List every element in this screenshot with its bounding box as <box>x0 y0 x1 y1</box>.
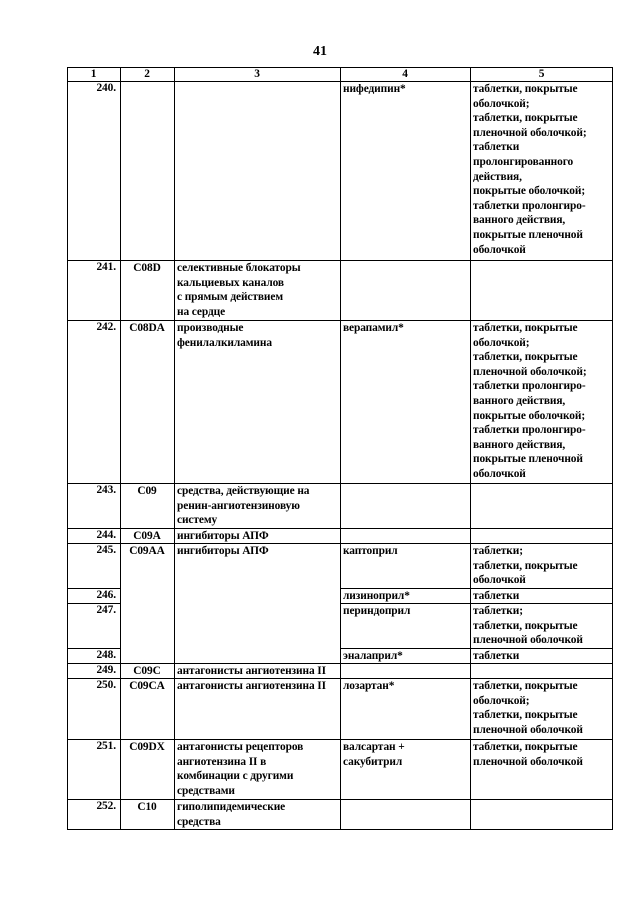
grid-line <box>340 588 613 589</box>
drug-group: антагонисты ангиотензина II <box>177 665 326 677</box>
grid-line <box>67 528 613 529</box>
grid-line <box>67 260 613 261</box>
atc-code: C09CA <box>129 680 165 692</box>
grid-line <box>67 67 613 68</box>
grid-line <box>67 648 120 649</box>
drug-name: периндоприл <box>343 605 411 617</box>
drug-name: эналаприл* <box>343 650 403 662</box>
grid-line <box>612 67 613 830</box>
dosage-forms: таблетки; таблетки, покрытые оболочкой <box>473 545 578 587</box>
row-number: 247. <box>96 604 116 616</box>
drug-name: каптоприл <box>343 545 398 557</box>
row-number: 245. <box>96 544 116 556</box>
grid-line <box>174 67 175 830</box>
grid-line <box>340 648 613 649</box>
dosage-forms: таблетки <box>473 650 520 662</box>
grid-line <box>67 588 120 589</box>
grid-line <box>67 739 613 740</box>
atc-code: C09AA <box>129 545 165 557</box>
grid-line <box>470 67 471 830</box>
drug-group: гиполипидемические средства <box>177 801 286 828</box>
dosage-forms: таблетки, покрытые оболочкой; таблетки, покрытые пленочной оболочкой <box>473 680 583 736</box>
atc-code: C10 <box>137 801 157 813</box>
grid-line <box>67 543 613 544</box>
row-number: 241. <box>96 261 116 273</box>
drug-name: верапамил* <box>343 322 404 334</box>
drug-group: производные фенилалкиламина <box>177 322 272 349</box>
row-number: 249. <box>96 664 116 676</box>
column-header-3: 3 <box>254 68 260 80</box>
grid-line <box>67 483 613 484</box>
dosage-forms: таблетки <box>473 590 520 602</box>
grid-line <box>67 81 613 82</box>
drug-group: антагонисты рецепторов ангиотензина II в комбинации с другими средствами <box>177 741 304 797</box>
drug-name: лизиноприл* <box>343 590 410 602</box>
grid-line <box>120 67 121 830</box>
column-header-5: 5 <box>538 68 545 80</box>
dosage-forms: таблетки, покрытые оболочкой; таблетки, покрытые пленочной оболочкой; таблетки пролонгиро- ванного действия, покрытые оболочкой; таблетки пролонгиро- ванного действия, покрытые пленочной оболочкой <box>473 322 587 480</box>
grid-line <box>340 603 613 604</box>
row-number: 248. <box>96 649 116 661</box>
row-number: 246. <box>96 589 116 601</box>
atc-code: C09 <box>137 485 157 497</box>
row-number: 242. <box>96 321 116 333</box>
dosage-forms: таблетки, покрытые оболочкой; таблетки, покрытые пленочной оболочкой; таблетки пролонгированного действия, покрытые оболочкой; таблетки пролонгиро- ванного действия, покрытые пленочной оболочкой <box>473 83 587 256</box>
column-header-4: 4 <box>402 68 408 80</box>
drug-group: ингибиторы АПФ <box>177 530 269 542</box>
atc-code: C09A <box>133 530 161 542</box>
drug-group: средства, действующие на ренин-ангиотензиновую систему <box>177 485 310 527</box>
drug-group: антагонисты ангиотензина II <box>177 680 326 692</box>
atc-code: C09C <box>133 665 161 677</box>
row-number: 251. <box>96 740 116 752</box>
grid-line <box>67 603 120 604</box>
column-header-1: 1 <box>90 68 97 80</box>
grid-line <box>67 678 613 679</box>
grid-line <box>67 799 613 800</box>
drug-name: лозартан* <box>343 680 395 692</box>
grid-line <box>67 663 613 664</box>
row-number: 252. <box>96 800 116 812</box>
grid-line <box>67 67 68 830</box>
drug-group: селективные блокаторы кальциевых каналов с прямым действием на сердце <box>177 262 301 318</box>
drug-name: нифедипин* <box>343 83 406 95</box>
grid-line <box>67 320 613 321</box>
column-header-2: 2 <box>144 68 150 80</box>
atc-code: C08DA <box>129 322 165 334</box>
row-number: 250. <box>96 679 116 691</box>
grid-line <box>67 829 613 830</box>
atc-code: C09DX <box>129 741 165 753</box>
row-number: 243. <box>96 484 116 496</box>
row-number: 244. <box>96 529 116 541</box>
dosage-forms: таблетки, покрытые пленочной оболочкой <box>473 741 583 768</box>
drug-group: ингибиторы АПФ <box>177 545 269 557</box>
dosage-forms: таблетки; таблетки, покрытые пленочной оболочкой <box>473 605 583 647</box>
drug-name: валсартан + сакубитрил <box>343 741 405 768</box>
atc-code: C08D <box>133 262 161 274</box>
row-number: 240. <box>96 82 116 94</box>
page-number: 41 <box>313 44 327 59</box>
grid-line <box>340 67 341 830</box>
